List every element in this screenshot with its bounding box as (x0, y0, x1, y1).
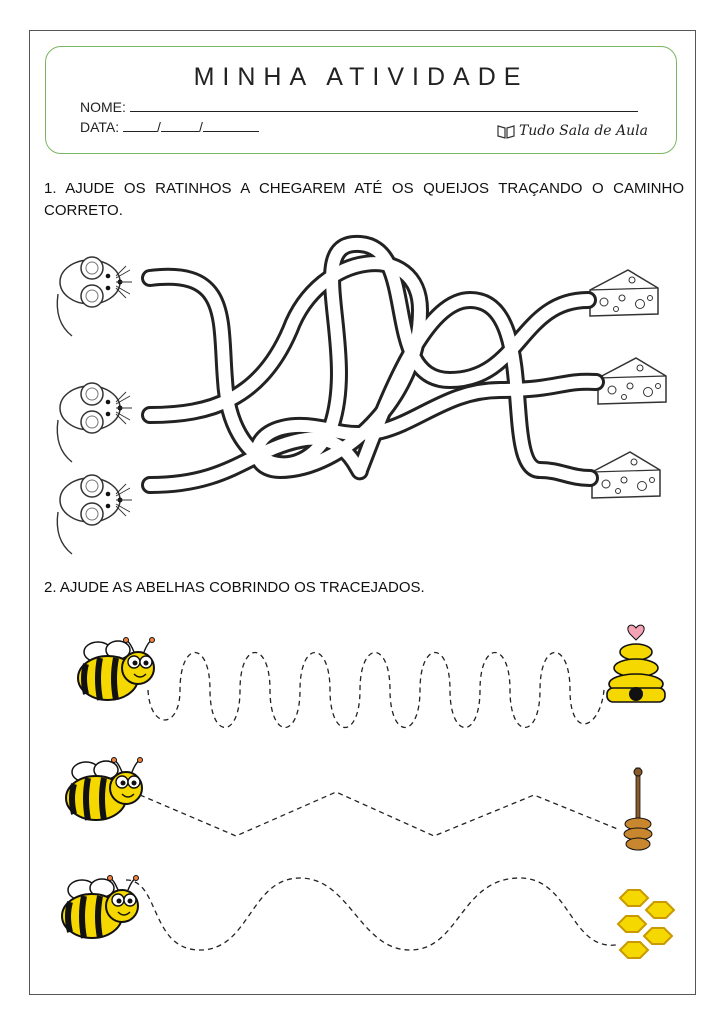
brand-name: Tudo Sala de Aula (518, 123, 648, 139)
bee-icon (78, 638, 155, 701)
date-label: DATA: (80, 119, 120, 135)
mouse-icon (57, 383, 132, 462)
instruction-2: 2. AJUDE AS ABELHAS COBRINDO OS TRACEJADOS. (44, 579, 425, 596)
page-title: MINHA ATIVIDADE (193, 63, 529, 91)
date-separator: / (157, 119, 161, 135)
honeycomb-icon (618, 890, 674, 958)
trace-path-waves[interactable] (126, 878, 616, 950)
trace-path-zigzag[interactable] (140, 792, 620, 836)
name-label: NOME: (80, 99, 126, 115)
bee-icon (62, 876, 139, 939)
honey-dipper-icon (624, 768, 652, 850)
trace-path-wavy[interactable] (148, 653, 604, 728)
cheese-icon (598, 358, 666, 404)
cheese-icon (592, 452, 660, 498)
cheese-icon (590, 270, 658, 316)
beehive-icon (607, 625, 665, 702)
instruction-1: 1. AJUDE OS RATINHOS A CHEGAREM ATÉ OS QUEIJOS TRAÇANDO O CAMINHO CORRETO. (44, 180, 684, 219)
maze[interactable] (150, 244, 596, 485)
bee-icon (66, 758, 143, 821)
mouse-icon (57, 475, 132, 554)
date-separator: / (198, 119, 203, 135)
mouse-icon (57, 257, 132, 336)
